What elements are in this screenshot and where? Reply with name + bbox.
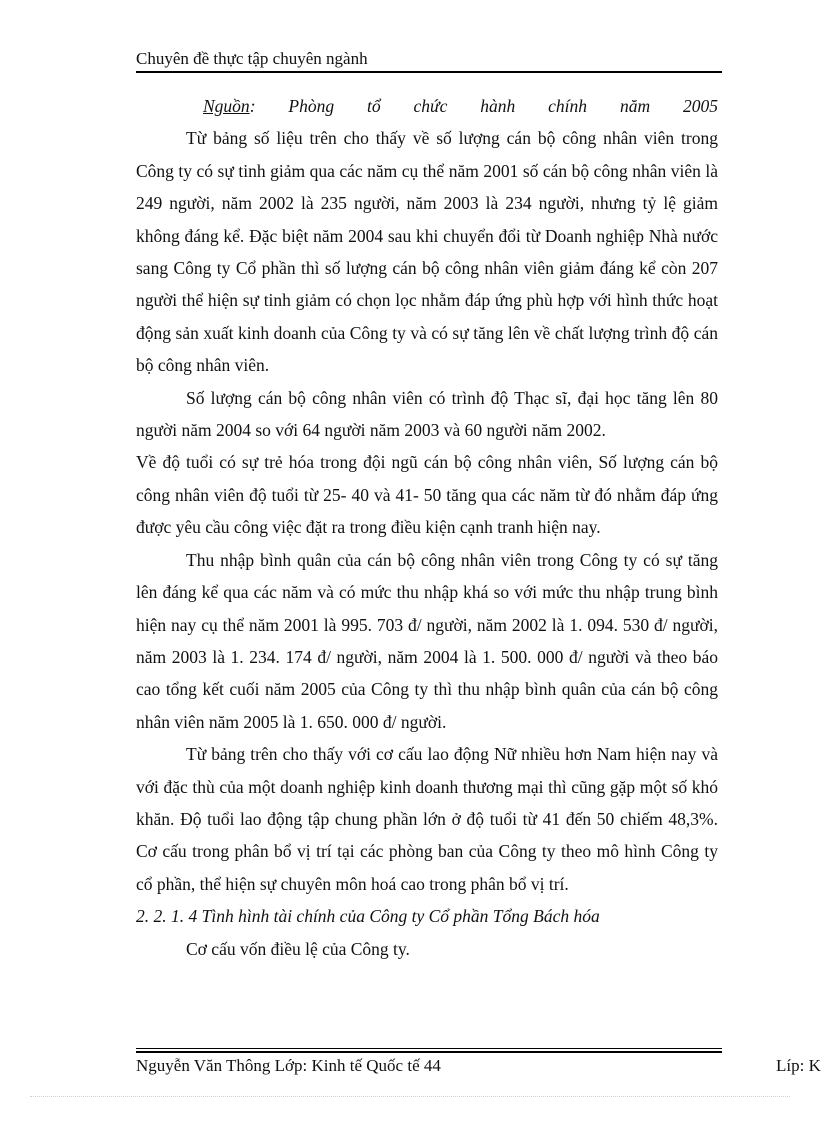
document-body <box>136 90 718 965</box>
footer-author: Nguyễn Văn Thông Lớp: Kinh tế Quốc tế 44 <box>136 1056 441 1075</box>
source-label: Nguồn <box>203 96 250 116</box>
footer-class: Líp: K <box>776 1056 821 1075</box>
footer-rule <box>136 1048 722 1049</box>
footer-rule-double <box>136 1051 722 1053</box>
section-heading: 2. 2. 1. 4 Tình hình tài chính của Công ty Cổ phần Tổng Bách hóa <box>136 906 600 927</box>
paragraph: Số lượng cán bộ công nhân viên có trình độ Thạc sĩ, đại học tăng lên 80 người năm 2004 so với 64 người năm 2003 và 60 người năm 2002. <box>136 387 718 441</box>
page-header <box>136 47 722 73</box>
source-text: : Phòng tổ chức hành chính năm 2005 <box>249 96 718 116</box>
page-bottom-border <box>30 1096 790 1097</box>
header-title: Chuyên đề thực tập chuyên ngành <box>136 49 368 68</box>
paragraph: Về độ tuổi có sự trẻ hóa trong đội ngũ cán bộ công nhân viên, Số lượng cán bộ công nhân viên độ tuổi từ 25- 40 và 41- 50 tăng qua các năm từ đó nhằm đáp ứng được yêu cầu công việc đặt ra trong điều kiện cạnh tranh hiện nay. <box>136 452 718 538</box>
source-line <box>136 90 718 122</box>
closing-line: Cơ cấu vốn điều lệ của Công ty. <box>186 938 410 959</box>
paragraph: Từ bảng số liệu trên cho thấy về số lượng cán bộ công nhân viên trong Công ty có sự tinh giảm qua các năm cụ thể năm 2001 số cán bộ công nhân viên là 249 người, năm 2002 là 235 người, năm 2003 là 234 người, nhưng tỷ lệ giảm không đáng kể. Đặc biệt năm 2004 sau khi chuyển đổi từ Doanh nghiệp Nhà nước sang Công ty Cổ phần thì số lượng cán bộ công nhân viên giảm đáng kể còn 207 người thể hiện sự tinh giảm có chọn lọc nhằm đáp ứng phù hợp với hình thức hoạt động sản xuất kinh doanh của Công ty và có sự tăng lên về chất lượng trình độ cán bộ công nhân viên. <box>136 128 718 376</box>
paragraph: Thu nhập bình quân của cán bộ công nhân viên trong Công ty có sự tăng lên đáng kể qua các năm và có mức thu nhập khá so với mức thu nhập trung bình hiện nay cụ thể năm 2001 là 995. 703 đ/ người, năm 2002 là 1. 094. 530 đ/ người, năm 2003 là 1. 234. 174 đ/ người, năm 2004 là 1. 500. 000 đ/ người và theo báo cao tổng kết cuối năm 2005 của Công ty thì thu nhập bình quân của cán bộ công nhân viên năm 2005 là 1. 650. 000 đ/ người. <box>136 549 718 732</box>
paragraph: Từ bảng trên cho thấy với cơ cấu lao động Nữ nhiều hơn Nam hiện nay và với đặc thù của một doanh nghiệp kinh doanh thương mại thì cũng gặp một số khó khăn. Độ tuổi lao động tập chung phần lớn ở độ tuổi từ 41 đến 50 chiếm 48,3%. Cơ cấu trong phân bổ vị trí tại các phòng ban của Công ty theo mô hình Công ty cổ phần, thể hiện sự chuyên môn hoá cao trong phân bổ vị trí. <box>136 744 718 894</box>
